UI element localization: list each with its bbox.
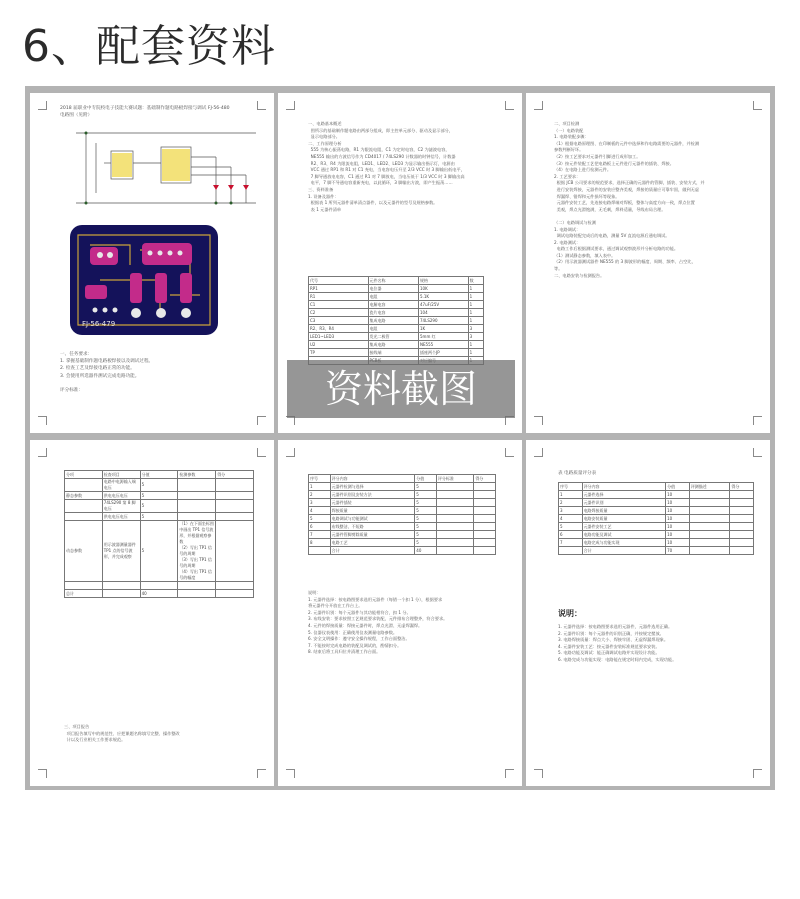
table-cell: 1 xyxy=(468,301,483,309)
table-row xyxy=(559,547,754,555)
table-cell: 5 xyxy=(415,539,437,547)
table-row xyxy=(309,309,484,317)
table-cell: 评分标准 xyxy=(436,475,473,483)
table-cell: 供电电压电压 xyxy=(102,492,140,500)
table-cell: 1 xyxy=(468,349,483,357)
component-list-table xyxy=(308,276,484,365)
table-cell: 元器件选择 xyxy=(582,491,666,499)
table-row xyxy=(65,521,254,582)
table-title: 表 电路质量评分表 xyxy=(558,471,597,476)
table-cell: 合计 xyxy=(582,547,666,555)
table-cell: U2 xyxy=(309,341,369,349)
table-cell xyxy=(689,531,730,539)
table-cell xyxy=(178,500,216,513)
document-page-5 xyxy=(278,440,522,786)
table-row xyxy=(559,531,754,539)
page-corner-mark xyxy=(505,101,514,110)
table-cell: 元器件检测与选择 xyxy=(330,483,415,491)
table-row xyxy=(559,523,754,531)
table-cell: 供电电压电压 xyxy=(102,513,140,521)
table-row xyxy=(559,539,754,547)
table-cell xyxy=(436,539,473,547)
table-cell xyxy=(102,582,140,590)
table-cell: 10 xyxy=(666,539,690,547)
circuit-schematic xyxy=(66,123,266,208)
table-cell: 元器件识别 xyxy=(582,499,666,507)
table-row xyxy=(309,483,496,491)
table-cell xyxy=(140,582,178,590)
table-cell xyxy=(216,513,254,521)
page-corner-mark xyxy=(257,416,266,425)
table-cell xyxy=(730,491,754,499)
table-row xyxy=(65,513,254,521)
page-corner-mark xyxy=(286,448,295,457)
scoring-notes: 说明： 1. 元器件选择：按电路图要求选用元器件（每错一个扣 1 分），根据要求 将元器件分开放在工作台上。 2. 元器件识别：每个元器件与其功能相符合，扣 1 分。 3. 布线安装：要求按照工艺规范要求装配，元件排布合理整齐，符合要求。 4. 元件的焊接质量：焊接元器件时，焊点光滑、无虚焊漏焊。 5. 仪器仪表使用：正确使用仪表测量电路参数。 6. 安全文明操作：遵守安全操作规程，工作台面整洁。 7. 不能按时完成电路的装配及调试的，酌情扣分。 8. 结束后将工具归位并清理工作台面。 xyxy=(308,590,448,655)
table-cell: C3 xyxy=(309,317,369,325)
table-row xyxy=(309,333,484,341)
table-cell xyxy=(216,590,254,598)
table-cell: 电路功能及调试 xyxy=(582,531,666,539)
table-cell xyxy=(474,547,496,555)
table-cell xyxy=(436,531,473,539)
table-cell: 8 xyxy=(309,539,331,547)
page-corner-mark xyxy=(505,769,514,778)
page-footer-text: 三、项目报告 项目报告填写中的规范性、应把课题名称填写完整、操作整改 计以及行业相关工作要求规范。 xyxy=(64,724,180,743)
table-cell: 6 xyxy=(559,531,583,539)
table-cell: 1 xyxy=(559,491,583,499)
table-cell: 集成电路 xyxy=(368,341,418,349)
table-cell: 插座两个JP xyxy=(419,349,469,357)
table-row xyxy=(309,293,484,301)
table-cell: 5 xyxy=(415,507,437,515)
table-cell: 5 xyxy=(415,523,437,531)
page-body-text: 一、电路基本概述 图所示的基础制作题电路由两部分组成，即主控单元部分、驱动及显示部分， 显示电路部分。 二、工作原理分析 555 为核心振荡电路，R1 为限流电阻，C1 为定时电容，C2 为滤波电容， NE555 输出的方波信号作为 CD4017 / 74LS290 计数器的时钟信号，计数器 R2、R3、R4 为限流电阻，LED1、LED2、LED3 为显示输出指示灯，电源由 VCC 通过 RP1 和 R1 对 C1 充电，当电容电压升至 2/3 VCC 时 3 脚输出低电平， 7 脚导通放电电容，C1 通过 R1 对 7 脚放电，当电压低于 1/3 VCC 时 3 脚输出高 电平，7 脚不导通电容重新充电，以此循环，3 脚输出方波，即产生振荡…… 三、资料准备 1. 设备及器件： 根据表 1 所列元器件清单清点器件，以及元器件的型号及规格参数。 表 1 元器件清单 xyxy=(308,121,465,212)
table-row xyxy=(65,471,254,479)
table-cell xyxy=(730,547,754,555)
table-cell: 5 xyxy=(415,491,437,499)
table-row xyxy=(309,499,496,507)
notes-title: 说明： xyxy=(558,609,582,618)
table-cell: 5 xyxy=(140,500,178,513)
table-cell xyxy=(102,590,140,598)
table-cell: 1K xyxy=(419,325,469,333)
table-cell: 元器件安装工艺 xyxy=(582,523,666,531)
table-row xyxy=(309,531,496,539)
table-cell: 1 xyxy=(468,293,483,301)
table-cell: 电路中电源输入端电压 xyxy=(102,479,140,492)
table-row xyxy=(65,500,254,513)
table-row xyxy=(65,582,254,590)
table-cell xyxy=(559,547,583,555)
table-cell xyxy=(689,515,730,523)
table-cell: 6 xyxy=(309,523,331,531)
table-cell: C2 xyxy=(309,309,369,317)
table-cell: 5 xyxy=(415,515,437,523)
table-cell: R2、R3、R4 xyxy=(309,325,369,333)
table-cell: 分值 xyxy=(140,471,178,479)
page-corner-mark xyxy=(534,416,543,425)
table-cell xyxy=(474,531,496,539)
table-cell: 3 xyxy=(468,325,483,333)
table-cell: 5 xyxy=(309,515,331,523)
table-cell: 评测描述 xyxy=(689,483,730,491)
table-row xyxy=(65,590,254,598)
table-cell: 检查项目 xyxy=(102,471,140,479)
table-cell: 10K xyxy=(419,285,469,293)
table-cell xyxy=(436,515,473,523)
table-cell: 1 xyxy=(468,309,483,317)
table-cell xyxy=(474,499,496,507)
table-cell: 4 xyxy=(559,515,583,523)
table-cell: 5 xyxy=(140,521,178,582)
table-row xyxy=(309,325,484,333)
table-cell: 电路工艺 xyxy=(330,539,415,547)
page-corner-mark xyxy=(753,101,762,110)
table-cell: 元件名称 xyxy=(368,277,418,285)
table-cell xyxy=(730,515,754,523)
table-cell xyxy=(216,582,254,590)
section-heading: 6、配套资料 xyxy=(22,21,276,72)
table-cell xyxy=(689,539,730,547)
table-cell xyxy=(689,507,730,515)
table-row xyxy=(559,491,754,499)
table-cell xyxy=(436,491,473,499)
page-body-text: 二、项目检测 （一）电路装配 1. 电路装配步骤： （1）根据电路原理图、在印制板的元件中选择和作电路需要的元器件，并检测 参数判断好坏。 （2）按工艺要求对元器件引脚进行成形加工。 （3）按元件装配工艺把电路板上元件进行元器件的插装、焊接。 （4）在电路上进行检测元件。 2. 工艺要求： 根据 JCB 公司要求的规范要求，选择正确的元器件的管脚，插装、安装方式，并 进行安装焊接，元器件的安装应整齐美观，焊接的质量应可靠牢固，做到无虚 焊漏焊、错焊和元件损坏等现象。 元器件安装工艺，先连接电路焊端对焊板，整体与高度方向一致，焊点位置 美观，焊点光滑饱满，无毛刺，焊料适量，导线布局合理。 （二）电路调试与检测 1. 电路调试： 调试电路装配完成后的电路，测量 5V 直流电源后通电调试。 2. 电路测试： 电路工作后根据测试要求，通过调试观察波形并分析电路的功能。 （1）测试静态参数，填入表中。 （2）用示波器测试器件 NE555 的 3 脚波形的幅度、周期、频率、占空比， 等。 二、电路安装与检测报告。 xyxy=(554,121,705,278)
table-cell: 2 xyxy=(309,491,331,499)
table-row xyxy=(559,515,754,523)
table-cell xyxy=(216,492,254,500)
table-cell: 得分 xyxy=(216,471,254,479)
table-cell xyxy=(216,521,254,582)
table-cell: 3 xyxy=(468,333,483,341)
table-cell xyxy=(216,500,254,513)
table-cell: 3 xyxy=(309,499,331,507)
table-row xyxy=(65,492,254,500)
page-corner-mark xyxy=(38,416,47,425)
table-cell: 4 xyxy=(309,507,331,515)
table-cell xyxy=(216,479,254,492)
table-cell: 序号 xyxy=(309,475,331,483)
table-cell: 10 xyxy=(666,499,690,507)
table-cell: 动态参数 xyxy=(65,521,103,582)
page-corner-mark xyxy=(286,769,295,778)
table-cell: 74LS290 xyxy=(419,317,469,325)
table-cell: 得分 xyxy=(474,475,496,483)
table-cell: 1 xyxy=(468,285,483,293)
table-cell xyxy=(436,483,473,491)
table-cell xyxy=(178,479,216,492)
table-cell: 元器件插装 xyxy=(330,499,415,507)
page-body-text: 一、任务要求： 1. 掌握基础制作题电路板焊接以及调试过程。 2. 检查工艺及焊接电路正常的功能。 3. 会使用所选器件测试完成电路功能。 评分标准： xyxy=(60,352,154,394)
table-cell: 104 xyxy=(419,309,469,317)
table-cell: 5 xyxy=(415,531,437,539)
table-cell: 电解电容 xyxy=(368,301,418,309)
table-cell xyxy=(474,515,496,523)
table-cell: 电阻 xyxy=(368,293,418,301)
table-cell: 10 xyxy=(666,531,690,539)
inspection-table xyxy=(64,470,254,598)
table-row xyxy=(309,341,484,349)
page-corner-mark xyxy=(257,769,266,778)
document-page-4 xyxy=(30,440,274,786)
table-cell xyxy=(178,492,216,500)
table-cell: 电路安装质量 xyxy=(582,515,666,523)
table-cell: 电阻 xyxy=(368,325,418,333)
watermark-overlay: 资料截图 xyxy=(287,360,515,418)
page-corner-mark xyxy=(286,101,295,110)
table-cell: 7 xyxy=(309,531,331,539)
table-row xyxy=(309,507,496,515)
table-cell: 3 xyxy=(559,507,583,515)
table-row xyxy=(559,499,754,507)
quality-notes: 1. 元器件选择：按电路图要求选用元器件，元器件选用正确。 2. 元器件识别：每个元器件的识别正确，并按规定摆放。 3. 电路焊接质量：焊点大小、焊接牢固、无虚焊漏焊现象。 4. 元器件安装工艺：按元器件安装标准规范要求安装。 5. 电路功能及调试：能正确调试电路并实现设计功能。 6. 电路完成与功能实现：电路能在规定时间内完成，实现功能。 xyxy=(558,624,677,662)
table-cell: 总计 xyxy=(65,590,103,598)
table-cell xyxy=(730,523,754,531)
table-cell: 分值 xyxy=(666,483,690,491)
table-cell xyxy=(689,499,730,507)
table-cell xyxy=(178,513,216,521)
table-cell xyxy=(65,582,103,590)
table-row xyxy=(559,483,754,491)
page-corner-mark xyxy=(534,101,543,110)
table-cell xyxy=(65,479,103,492)
table-cell: 得分 xyxy=(730,483,754,491)
table-cell: （1）在下面坐标图中画出 TP1 信号波形，并根据观察参数 （2）写出 TP1 信号的周期 （3）写出 TP1 信号的周期 （4）写出 TP1 信号的幅度 xyxy=(179,521,214,580)
page-corner-mark xyxy=(257,448,266,457)
table-cell: 40 xyxy=(140,590,178,598)
table-cell xyxy=(178,590,216,598)
table-row xyxy=(309,285,484,293)
table-cell: 集成电路 xyxy=(368,317,418,325)
table-cell xyxy=(689,523,730,531)
scoring-table xyxy=(308,474,496,555)
table-cell: 70 xyxy=(666,547,690,555)
table-cell: 合计 xyxy=(330,547,415,555)
table-cell: 代号 xyxy=(309,277,369,285)
pcb-board-image xyxy=(70,225,218,335)
quality-score-table xyxy=(558,482,754,555)
page-corner-mark xyxy=(505,448,514,457)
table-cell: 元器件识别及安装方法 xyxy=(330,491,415,499)
table-cell: 5 xyxy=(140,492,178,500)
table-cell: 发光二极管 xyxy=(368,333,418,341)
table-cell xyxy=(474,539,496,547)
table-cell: 电路调试与功能测试 xyxy=(330,515,415,523)
document-page-1 xyxy=(30,93,274,433)
table-cell xyxy=(730,539,754,547)
table-cell: 5 xyxy=(415,483,437,491)
table-cell: 用示波器测量器件 TP1 点的信号波形，并完成观察 xyxy=(102,521,140,582)
table-cell xyxy=(65,513,103,521)
table-cell: 电位器 xyxy=(368,285,418,293)
table-row xyxy=(309,523,496,531)
page-title-text: 2018 届职业中专院校电子技能大赛试题：基础制作题电路板焊接与调试 FJ-56-480 电路图（见附） xyxy=(60,106,230,119)
page-corner-mark xyxy=(534,769,543,778)
table-cell xyxy=(730,507,754,515)
table-cell: 74LS290 第 8 脚电压 xyxy=(102,500,140,513)
table-cell xyxy=(436,507,473,515)
table-cell: 5mm 红 xyxy=(419,333,469,341)
table-row xyxy=(309,515,496,523)
table-cell xyxy=(178,582,216,590)
table-cell: 10 xyxy=(666,515,690,523)
table-cell xyxy=(474,523,496,531)
table-cell: 40 xyxy=(415,547,437,555)
table-cell: NE555 xyxy=(419,341,469,349)
table-row xyxy=(309,317,484,325)
table-cell: 1 xyxy=(309,483,331,491)
table-row xyxy=(309,475,496,483)
table-cell: 7 xyxy=(559,539,583,547)
table-cell: 电路完成与功能实现 xyxy=(582,539,666,547)
page-corner-mark xyxy=(38,769,47,778)
table-cell: RP1 xyxy=(309,285,369,293)
table-cell: 电路焊接质量 xyxy=(582,507,666,515)
table-cell: 47uF/25V xyxy=(419,301,469,309)
table-row xyxy=(309,301,484,309)
page-corner-mark xyxy=(753,448,762,457)
table-cell: 评分内容 xyxy=(582,483,666,491)
table-cell: 5 xyxy=(415,499,437,507)
table-cell: 1 xyxy=(468,341,483,349)
table-cell: 数 xyxy=(468,277,483,285)
page-corner-mark xyxy=(753,769,762,778)
table-cell: 5 xyxy=(140,513,178,521)
document-page-6 xyxy=(526,440,770,786)
table-cell: 5 xyxy=(559,523,583,531)
table-row xyxy=(309,277,484,285)
table-cell: 评分内容 xyxy=(330,475,415,483)
table-cell: 序号 xyxy=(559,483,583,491)
page-corner-mark xyxy=(534,448,543,457)
table-cell: 静态参数 xyxy=(65,492,103,500)
table-cell: 焊接质量 xyxy=(330,507,415,515)
table-cell xyxy=(436,499,473,507)
table-cell: 1 xyxy=(468,317,483,325)
table-cell xyxy=(730,531,754,539)
table-row xyxy=(65,479,254,492)
document-page-3 xyxy=(526,93,770,433)
table-cell xyxy=(309,547,331,555)
table-cell xyxy=(474,483,496,491)
table-cell: LED1~LED3 xyxy=(309,333,369,341)
table-cell: 分项 xyxy=(65,471,103,479)
table-cell: TP xyxy=(309,349,369,357)
table-cell: 元器件管脚剪除质量 xyxy=(330,531,415,539)
table-cell: 接线端 xyxy=(368,349,418,357)
table-cell xyxy=(689,491,730,499)
pcb-label: FJ-56-479 xyxy=(82,320,116,328)
table-row xyxy=(309,349,484,357)
table-cell xyxy=(436,523,473,531)
document-preview-sheet xyxy=(25,86,775,790)
table-cell: 5.1K xyxy=(419,293,469,301)
table-cell xyxy=(474,491,496,499)
table-cell: 分值 xyxy=(415,475,437,483)
table-cell xyxy=(689,547,730,555)
table-cell: 10 xyxy=(666,491,690,499)
table-cell xyxy=(65,500,103,513)
table-row xyxy=(309,539,496,547)
table-row xyxy=(309,491,496,499)
table-cell xyxy=(436,547,473,555)
table-cell: R1 xyxy=(309,293,369,301)
table-cell: C1 xyxy=(309,301,369,309)
page-corner-mark xyxy=(38,448,47,457)
table-row xyxy=(559,507,754,515)
table-cell xyxy=(730,499,754,507)
page-corner-mark xyxy=(753,416,762,425)
table-cell: 5 xyxy=(140,479,178,492)
page-corner-mark xyxy=(38,101,47,110)
table-cell: 检测参数 xyxy=(178,471,216,479)
table-cell: 瓷片电容 xyxy=(368,309,418,317)
table-cell: 10 xyxy=(666,507,690,515)
table-row xyxy=(309,547,496,555)
table-cell xyxy=(474,507,496,515)
table-cell: 布线整洁、不短路 xyxy=(330,523,415,531)
table-cell: 规格 xyxy=(419,277,469,285)
table-cell: 2 xyxy=(559,499,583,507)
table-cell: 10 xyxy=(666,523,690,531)
